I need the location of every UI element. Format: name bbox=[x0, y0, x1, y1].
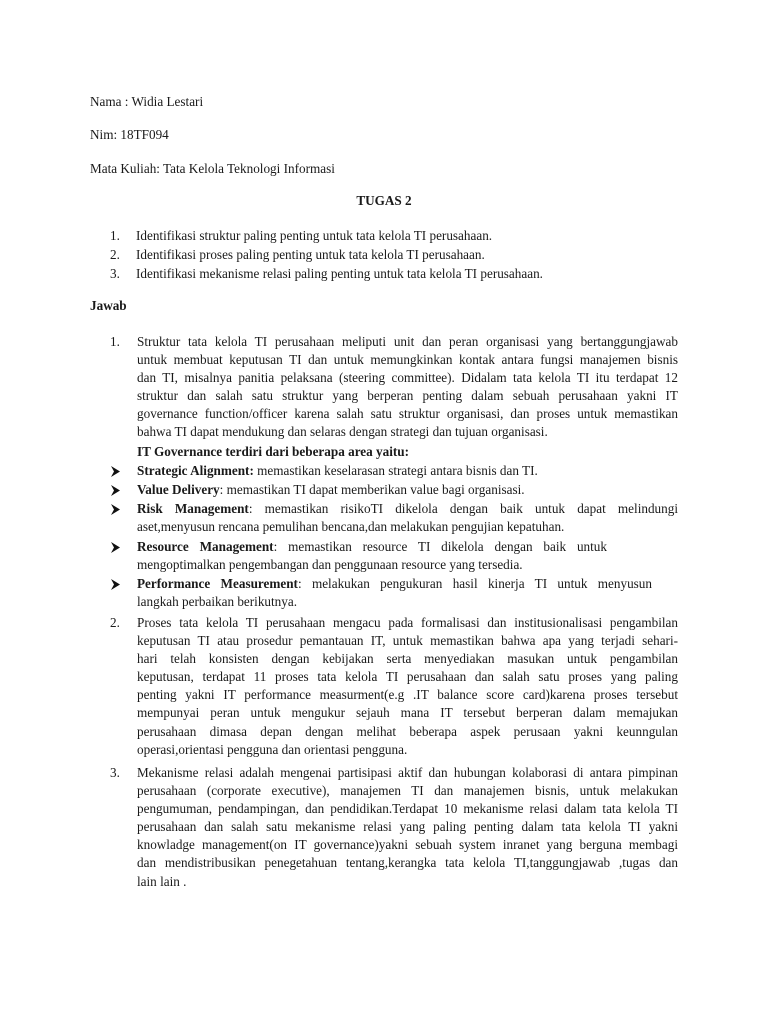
paragraph-line: mempunyai peran untuk mengukur sejauh mana IT tersebut berperan dalam memajukan bbox=[137, 705, 678, 721]
question-item bbox=[110, 264, 543, 283]
arrowhead-bullet-icon bbox=[110, 485, 121, 496]
paragraph-line: penting yakni IT performance measurment(e.g .IT balance score card)karena proses tersebut bbox=[137, 687, 678, 703]
paragraph-line: Struktur tata kelola TI perusahaan meliputi unit dan peran organisasi yang bertanggungjawab bbox=[137, 334, 678, 349]
answer-heading: Jawab bbox=[90, 298, 127, 313]
paragraph-line: bahwa TI dapat mendukung dan selaras dengan strategi dan tujuan organisasi. bbox=[137, 424, 548, 440]
paragraph-line: keputusan TI atau prosedur pemantauan IT, untuk memastikan bahwa apa yang terjadi sehari- bbox=[137, 633, 678, 649]
arrowhead-bullet-icon bbox=[110, 579, 121, 590]
area-description: memastikan keselarasan strategi antara bisnis dan TI. bbox=[253, 463, 538, 478]
area-item bbox=[110, 538, 678, 574]
question-number: 3. bbox=[110, 266, 120, 281]
assignment-title: TUGAS 2 bbox=[356, 193, 412, 208]
area-description: langkah perbaikan berikutnya. bbox=[137, 594, 298, 609]
area-description: : memastikan resource TI dikelola dengan baik untuk bbox=[273, 539, 607, 554]
area-description: : memastikan TI dapat memberikan value bagi organisasi. bbox=[219, 482, 525, 497]
question-item bbox=[110, 226, 543, 245]
question-item bbox=[110, 245, 543, 264]
area-term: Risk Management bbox=[137, 501, 249, 516]
paragraph-line: knowladge management(on IT governance)yakni sebuah system inranet yang berguna membagi bbox=[137, 837, 678, 853]
arrowhead-bullet-icon bbox=[110, 542, 121, 553]
area-item bbox=[110, 462, 678, 480]
area-description: : melakukan pengukuran hasil kinerja TI untuk menyusun bbox=[297, 576, 652, 591]
arrowhead-bullet-icon bbox=[110, 466, 121, 477]
paragraph-line: untuk membuat keputusan TI dan untuk memungkinkan kontak antara fungsi manajemen bisnis bbox=[137, 352, 678, 368]
paragraph-line: Mekanisme relasi adalah mengenai partisipasi aktif dan hubungan kolaborasi di antara pimpinan bbox=[137, 765, 678, 780]
area-description: aset,menyusun rencana pemulihan bencana,dan melakukan pengujian kepatuhan. bbox=[137, 519, 565, 534]
question-text: Identifikasi struktur paling penting untuk tata kelola TI perusahaan. bbox=[136, 228, 493, 243]
answer-paragraph bbox=[137, 614, 678, 759]
area-item bbox=[110, 575, 678, 611]
areas-heading: IT Governance terdiri dari beberapa area yaitu: bbox=[137, 444, 410, 459]
question-list bbox=[110, 226, 543, 283]
answer-paragraph bbox=[137, 764, 678, 891]
question-number: 1. bbox=[110, 228, 120, 243]
paragraph-line: pengumuman, pendampingan, dan pendidikan.Terdapat 10 mekanisme relasi dalam tata kelola TI bbox=[137, 801, 678, 817]
paragraph-line: governance function/officer karena salah satu struktur organisasi, dan proses untuk memastikan bbox=[137, 406, 678, 422]
paragraph-line: struktur dan salah satu struktur yang berperan penting dalam sebuah perusahaan yakni IT bbox=[137, 388, 678, 404]
question-text: Identifikasi proses paling penting untuk tata kelola TI perusahaan. bbox=[136, 247, 485, 262]
paragraph-line: keputusan, terdapat 11 proses tata kelola TI perusahaan dan salah satu proses yang paling bbox=[137, 669, 678, 685]
course-name: Mata Kuliah: Tata Kelola Teknologi Informasi bbox=[90, 161, 335, 176]
area-description: mengoptimalkan pengembangan dan penggunaan resource yang tersedia. bbox=[137, 557, 523, 572]
paragraph-line: operasi,orientasi pengguna dan orientasi pengguna. bbox=[137, 741, 408, 757]
area-item bbox=[110, 481, 678, 499]
area-term: Resource Management bbox=[137, 539, 274, 554]
paragraph-line: hari telah konsisten dengan kebijakan serta menyediakan masukan untuk pengambilan bbox=[137, 651, 678, 667]
student-name: Nama : Widia Lestari bbox=[90, 94, 204, 109]
answer-number: 1. bbox=[110, 334, 120, 349]
answer-paragraph bbox=[137, 333, 678, 442]
area-item bbox=[110, 500, 678, 536]
paragraph-line: lain lain . bbox=[137, 873, 187, 889]
paragraph-line: perusahaan dan salah satu mekanisme relasi yang paling penting dalam tata kelola TI yakni bbox=[137, 819, 678, 835]
answer-number: 3. bbox=[110, 765, 120, 780]
student-nim: Nim: 18TF094 bbox=[90, 127, 169, 142]
question-number: 2. bbox=[110, 247, 120, 262]
question-text: Identifikasi mekanisme relasi paling penting untuk tata kelola TI perusahaan. bbox=[136, 266, 543, 281]
answer-number: 2. bbox=[110, 615, 120, 630]
answer-1 bbox=[110, 333, 678, 442]
paragraph-line: dan mendistribusikan penegetahuan tentang,kerangka tata kelola TI,tanggungjawab ,tugas dan bbox=[137, 855, 678, 871]
answer-2 bbox=[110, 614, 678, 759]
paragraph-line: perusahaan dimasa depan dengan melihat beberapa aspek perusaan yakni keunngulan bbox=[137, 723, 678, 739]
area-term: Strategic Alignment: bbox=[137, 463, 254, 478]
paragraph-line: perusahaan (corporate executive), manajemen TI dan manajemen bisnis, untuk melakukan bbox=[137, 783, 678, 799]
area-term: Performance Measurement bbox=[137, 576, 298, 591]
area-term: Value Delivery bbox=[137, 482, 220, 497]
answer-3 bbox=[110, 764, 678, 891]
arrowhead-bullet-icon bbox=[110, 504, 121, 515]
paragraph-line: Proses tata kelola TI perusahaan mengacu pada formalisasi dan institusionalisasi pengambilan bbox=[137, 615, 678, 630]
paragraph-line: dan TI, misalnya panitia pelaksana (steering committee). Didalam tata kelola TI itu terdapat 12 bbox=[137, 370, 678, 386]
area-description: : memastikan risikoTI dikelola dengan baik untuk dapat melindungi bbox=[248, 501, 678, 516]
